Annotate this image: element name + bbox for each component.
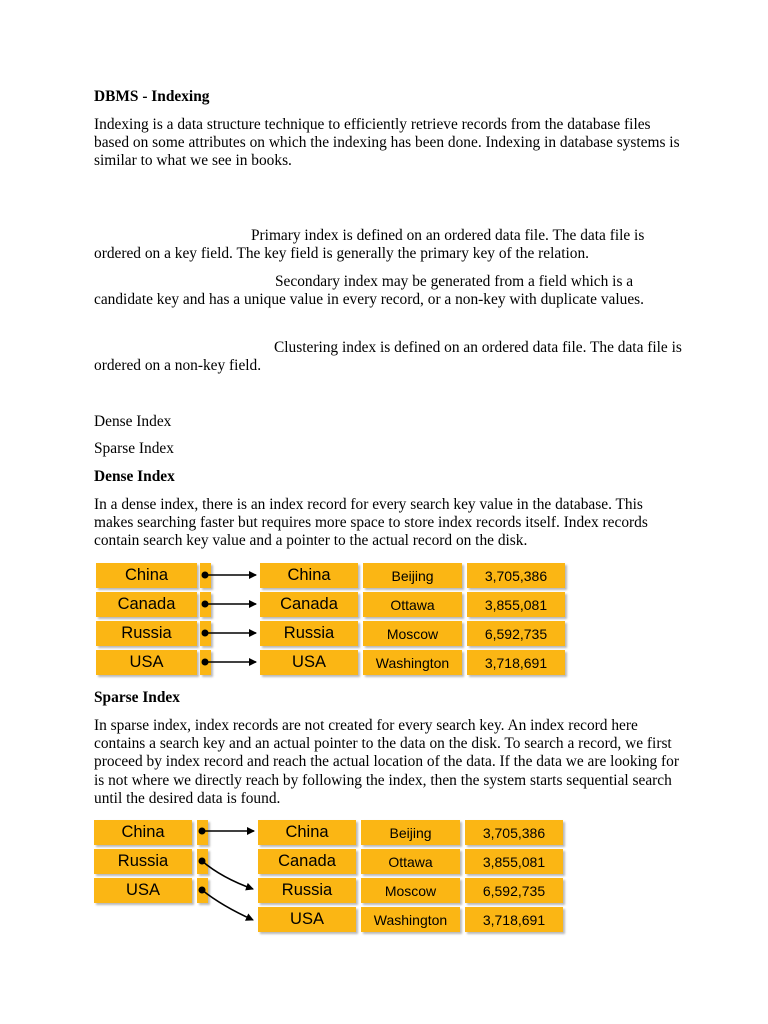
sparse-index-key-russia: Russia [94, 849, 192, 874]
dense-record-country: Canada [260, 592, 358, 617]
dense-record-population: 6,592,735 [467, 621, 565, 646]
dense-record-population: 3,718,691 [467, 650, 565, 675]
dense-record-city: Ottawa [363, 592, 462, 617]
page-title: DBMS - Indexing [94, 88, 210, 105]
list-item-dense-index: Dense Index [94, 413, 172, 430]
clustering-index-paragraph: Clustering index is defined on an ordered data file. The data file is ordered on a non-key field. [94, 339, 682, 375]
sparse-record-city: Moscow [361, 878, 460, 903]
dense-record-city: Washington [363, 650, 462, 675]
sparse-record-population: 3,718,691 [465, 907, 563, 932]
dense-index-key-usa: USA [96, 650, 197, 675]
sparse-index-paragraph: In sparse index, index records are not created for every search key. An index record here contains a search key and an actual pointer to the data on the disk. To search a record, we first proceed by index record and reach the actual location of the data. If the data we are looking for is not where we directly reach by following the index, then the system starts sequential search until the desired data is found. [94, 717, 680, 807]
intro-paragraph: Indexing is a data structure technique to efficiently retrieve records from the database files based on some attributes on which the indexing has been done. Indexing in database systems is similar to what we see in books. [94, 116, 680, 170]
dense-index-key-china: China [96, 563, 197, 588]
list-item-sparse-index: Sparse Index [94, 440, 174, 457]
sparse-record-population: 3,705,386 [465, 820, 563, 845]
dense-record-country: Russia [260, 621, 358, 646]
sparse-record-city: Beijing [361, 820, 460, 845]
dense-record-population: 3,855,081 [467, 592, 565, 617]
sparse-arrow [199, 887, 254, 921]
sparse-record-country: USA [258, 907, 356, 932]
sparse-record-city: Washington [361, 907, 460, 932]
secondary-index-paragraph: Secondary index may be generated from a field which is a candidate key and has a unique value in every record, or a non-key with duplicate values. [94, 273, 645, 309]
dense-index-key-russia: Russia [96, 621, 197, 646]
sparse-record-population: 3,855,081 [465, 849, 563, 874]
dense-record-city: Moscow [363, 621, 462, 646]
sparse-record-country: China [258, 820, 356, 845]
sparse-index-key-china: China [94, 820, 192, 845]
dense-index-paragraph: In a dense index, there is an index record for every search key value in the database. This makes searching faster but requires more space to store index records itself. Index records contain search key value and a pointer to the actual record on the disk. [94, 496, 648, 550]
dense-record-country: China [260, 563, 358, 588]
dense-record-population: 3,705,386 [467, 563, 565, 588]
sparse-record-population: 6,592,735 [465, 878, 563, 903]
sparse-record-country: Canada [258, 849, 356, 874]
dense-record-country: USA [260, 650, 358, 675]
sparse-index-key-usa: USA [94, 878, 192, 903]
primary-index-paragraph: Primary index is defined on an ordered data file. The data file is ordered on a key field. The key field is generally the primary key of the relation. [94, 227, 645, 263]
dense-record-city: Beijing [363, 563, 462, 588]
sparse-arrow [199, 828, 255, 835]
dense-index-key-canada: Canada [96, 592, 197, 617]
sparse-arrow [199, 858, 254, 890]
dense-index-heading: Dense Index [94, 468, 175, 485]
sparse-index-heading: Sparse Index [94, 689, 180, 706]
sparse-record-country: Russia [258, 878, 356, 903]
sparse-record-city: Ottawa [361, 849, 460, 874]
